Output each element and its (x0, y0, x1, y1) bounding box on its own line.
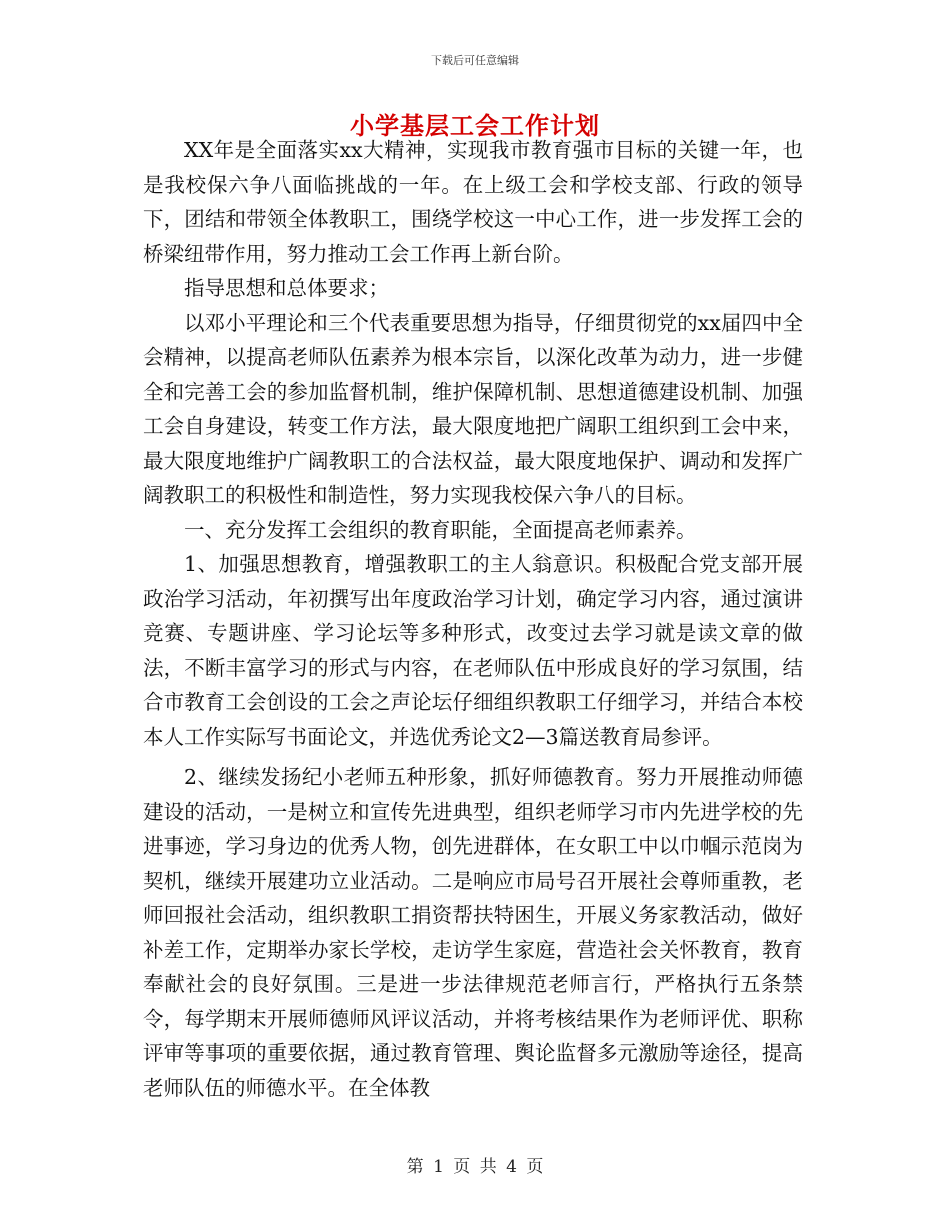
section-heading-1: 一、充分发挥工会组织的教育职能，全面提高老师素养。 (184, 517, 697, 542)
paragraph-guiding-heading: 指导思想和总体要求； (184, 276, 389, 300)
document-title: 小学基层工会工作计划 (350, 112, 600, 140)
page-footer: 第 1 页 共 4 页 (406, 1157, 544, 1177)
paragraph-item-1: 1、加强思想教育，增强教职工的主人翁意识。积极配合党支部开展政治学习活动，年初撰写出年度政治学习计划，确定学习内容，通过演讲竞赛、专题讲座、学习论坛等多种形式，改变过去学习就是读文章的做法，不断丰富学习的形式与内容，在老师队伍中形成良好的学习氛围，结合市教育工会创设的工会之声论坛仔细组织教职工仔细学习，并结合本校本人工作实际写书面论文，并选优秀论文2—3篇送教育局参评。 (143, 552, 803, 749)
paragraph-intro: XX年是全面落实xx大精神，实现我市教育强市目标的关键一年，也是我校保六争八面临挑战的一年。在上级工会和学校支部、行政的领导下，团结和带领全体教职工，围绕学校这一中心工作，进一步发挥工会的桥梁纽带作用，努力推动工会工作再上新台阶。 (143, 138, 803, 266)
page-header-note: 下载后可任意编辑 (431, 54, 519, 67)
document-body (143, 133, 803, 1105)
paragraph-guiding-thought: 以邓小平理论和三个代表重要思想为指导，仔细贯彻党的xx届四中全会精神，以提高老师队伍素养为根本宗旨，以深化改革为动力，进一步健全和完善工会的参加监督机制，维护保障机制、思想道德建设机制、加强工会自身建设，转变工作方法，最大限度地把广阔职工组织到工会中来，最大限度地维护广阔教职工的合法权益，最大限度地保护、调动和发挥广阔教职工的积极性和制造性，努力实现我校保六争八的目标。 (143, 310, 803, 507)
paragraph-item-2: 2、继续发扬纪小老师五种形象，抓好师德教育。努力开展推动师德建设的活动，一是树立和宣传先进典型，组织老师学习市内先进学校的先进事迹，学习身边的优秀人物，创先进群体，在女职工中以巾帼示范岗为契机，继续开展建功立业活动。二是响应市局号召开展社会尊师重教，老师回报社会活动，组织教职工捐资帮扶特困生，开展义务家教活动，做好补差工作，定期举办家长学校，走访学生家庭，营造社会关怀教育，教育奉献社会的良好氛围。三是进一步法律规范老师言行，严格执行五条禁令，每学期末开展师德师风评议活动，并将考核结果作为老师评优、职称评审等事项的重要依据，通过教育管理、舆论监督多元激励等途径，提高老师队伍的师德水平。在全体教 (143, 765, 803, 1100)
